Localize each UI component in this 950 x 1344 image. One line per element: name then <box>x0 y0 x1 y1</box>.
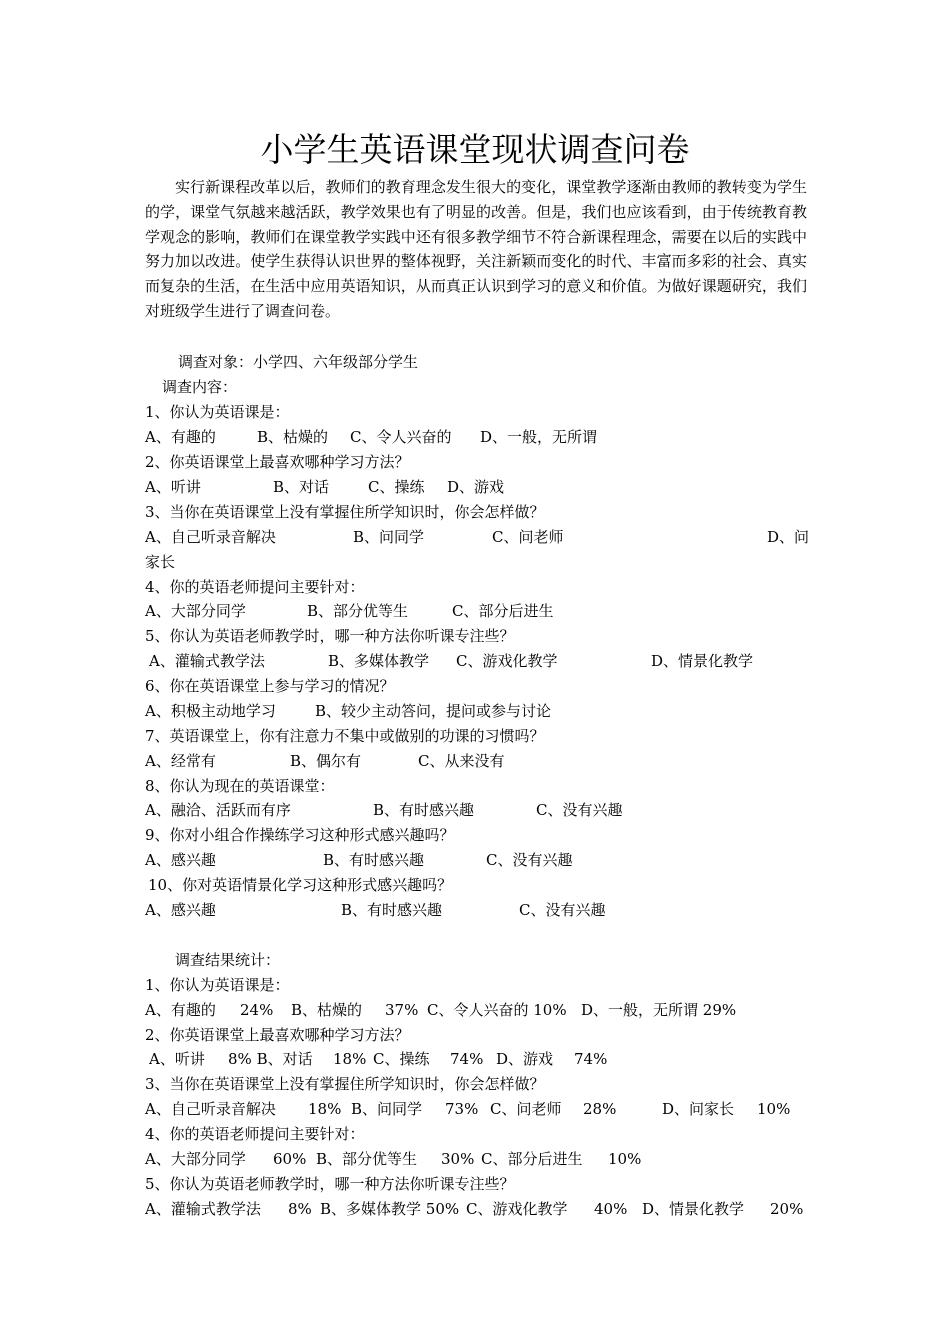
result-percent: 37% <box>385 1001 419 1019</box>
option: D、问 <box>767 528 810 546</box>
result-percent: 73% <box>445 1100 479 1118</box>
result-option: B、部分优等生 <box>316 1150 418 1168</box>
question-5: 5、你认为英语老师教学时，哪一种方法你听课专注些？ <box>145 627 515 645</box>
result-option: C、问老师 <box>490 1100 562 1118</box>
result-percent: 60% <box>273 1150 307 1168</box>
option: C、游戏化教学 <box>456 652 558 670</box>
question-10: 10、你对英语情景化学习这种形式感兴趣吗？ <box>148 876 453 894</box>
option: B、对话 <box>273 478 330 496</box>
option: C、没有兴趣 <box>519 901 606 919</box>
option: B、有时感兴趣 <box>323 851 425 869</box>
option: C、令人兴奋的 <box>350 428 452 446</box>
option: C、问老师 <box>492 528 564 546</box>
result-1: 1、你认为英语课是： <box>145 976 290 994</box>
result-percent: 10% <box>608 1150 642 1168</box>
survey-content-heading: 调查内容： <box>162 378 238 396</box>
result-percent: 24% <box>240 1001 274 1019</box>
result-percent: 20% <box>770 1200 804 1218</box>
option: B、有时感兴趣 <box>373 801 475 819</box>
result-percent: 74% <box>574 1050 608 1068</box>
result-option: 8% B、对话 <box>228 1050 313 1068</box>
option: A、感兴趣 <box>145 901 216 919</box>
option: C、从来没有 <box>418 752 505 770</box>
option: A、经常有 <box>145 752 216 770</box>
result-option: D、一般，无所谓 29% <box>581 1001 737 1019</box>
option: A、灌输式教学法 <box>149 652 265 670</box>
result-percent: 10% <box>757 1100 791 1118</box>
result-option: D、情景化教学 <box>642 1200 745 1218</box>
result-percent: 18% <box>308 1100 342 1118</box>
result-option: C、部分后进生 <box>481 1150 583 1168</box>
question-3: 3、当你在英语课堂上没有掌握住所学知识时，你会怎样做？ <box>145 503 545 521</box>
option: A、融洽、活跃而有序 <box>145 801 291 819</box>
option: C、部分后进生 <box>452 602 554 620</box>
option: A、大部分同学 <box>145 602 246 620</box>
result-2: 2、你英语课堂上最喜欢哪种学习方法？ <box>145 1026 410 1044</box>
question-7: 7、英语课堂上，你有注意力不集中或做别的功课的习惯吗？ <box>145 727 545 745</box>
option: B、有时感兴趣 <box>341 901 443 919</box>
option: A、有趣的 <box>145 428 216 446</box>
result-option: C、令人兴奋的 10% <box>427 1001 567 1019</box>
result-option: B、问同学 <box>351 1100 423 1118</box>
document-title: 小学生英语课堂现状调查问卷 <box>260 130 690 169</box>
option: B、多媒体教学 <box>328 652 430 670</box>
option: B、部分优等生 <box>307 602 409 620</box>
result-option: A、有趣的 <box>145 1001 216 1019</box>
question-8: 8、你认为现在的英语课堂： <box>145 777 335 795</box>
result-percent: 74% <box>450 1050 484 1068</box>
result-5: 5、你认为英语老师教学时，哪一种方法你听课专注些？ <box>145 1175 515 1193</box>
option: B、问同学 <box>353 528 425 546</box>
result-3: 3、当你在英语课堂上没有掌握住所学知识时，你会怎样做？ <box>145 1075 545 1093</box>
question-3-wrap: 家长 <box>145 553 176 571</box>
option: A、积极主动地学习 <box>145 702 276 720</box>
question-9: 9、你对小组合作操练学习这种形式感兴趣吗？ <box>145 826 455 844</box>
option: A、听讲 <box>145 478 201 496</box>
question-4: 4、你的英语老师提问主要针对： <box>145 578 365 596</box>
result-percent: 18% <box>333 1050 367 1068</box>
option: B、偶尔有 <box>290 752 362 770</box>
result-option: B、枯燥的 <box>291 1001 363 1019</box>
result-option: C、游戏化教学 <box>466 1200 568 1218</box>
result-option: D、游戏 <box>496 1050 554 1068</box>
result-option: B、多媒体教学 50% <box>320 1200 460 1218</box>
option: C、操练 <box>368 478 425 496</box>
result-4: 4、你的英语老师提问主要针对： <box>145 1125 365 1143</box>
option: C、没有兴趣 <box>536 801 623 819</box>
result-option: A、灌输式教学法 <box>145 1200 261 1218</box>
option: B、较少主动答问，提问或参与讨论 <box>315 702 552 720</box>
option: A、感兴趣 <box>145 851 216 869</box>
survey-target: 调查对象：小学四、六年级部分学生 <box>178 353 419 371</box>
result-percent: 30% <box>441 1150 475 1168</box>
question-1: 1、你认为英语课是： <box>145 403 290 421</box>
option: B、枯燥的 <box>257 428 329 446</box>
option: D、情景化教学 <box>651 652 754 670</box>
question-2: 2、你英语课堂上最喜欢哪种学习方法？ <box>145 453 410 471</box>
option: D、一般，无所谓 <box>480 428 598 446</box>
result-option: D、问家长 <box>662 1100 735 1118</box>
result-option: A、听讲 <box>149 1050 205 1068</box>
option: C、没有兴趣 <box>486 851 573 869</box>
option: D、游戏 <box>447 478 505 496</box>
result-percent: 8% <box>288 1200 312 1218</box>
result-percent: 28% <box>583 1100 617 1118</box>
result-option: A、大部分同学 <box>145 1150 246 1168</box>
result-percent: 40% <box>594 1200 628 1218</box>
results-heading: 调查结果统计： <box>175 951 281 969</box>
option: A、自己听录音解决 <box>145 528 276 546</box>
result-option: C、操练 <box>373 1050 430 1068</box>
intro-paragraph: 实行新课程改革以后，教师们的教育理念发生很大的变化，课堂教学逐渐由教师的教转变为学生的学，课堂气氛越来越活跃，教学效果也有了明显的改善。但是，我们也应该看到，由于传统教育教学观念的影响，教师们在课堂教学实践中还有很多教学细节不符合新课程理念，需要在以后的实践中努力加以改进。使学生获得认识世界的整体视野，关注新颖而变化的时代、丰富而多彩的社会、真实而复杂的生活，在生活中应用英语知识，从而真正认识到学习的意义和价值。为做好课题研究，我们对班级学生进行了调查问卷。 <box>145 178 807 320</box>
result-option: A、自己听录音解决 <box>145 1100 276 1118</box>
question-6: 6、你在英语课堂上参与学习的情况？ <box>145 677 395 695</box>
